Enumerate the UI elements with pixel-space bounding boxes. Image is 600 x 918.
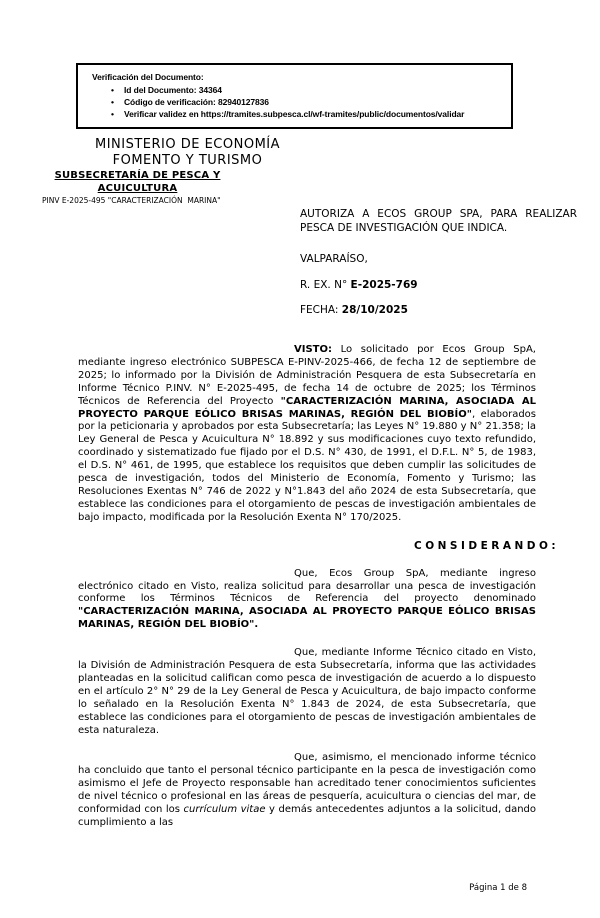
ministry-name-line1: MINISTERIO DE ECONOMÍA [94,137,281,152]
paragraph-1-project-name: "CARACTERIZACIÓN MARINA, ASOCIADA AL PROYECTO PARQUE EÓLICO BRISAS MARINAS, REGIÓN DEL BIOBÍO". [78,606,536,631]
project-reference: PINV E-2025-495 "CARACTERIZACIÓN MARINA" [42,196,221,205]
visto-label: VISTO: [294,344,332,355]
resolution-date-value: 28/10/2025 [341,303,408,316]
visto-text-2: , elaborados por la peticionaria y aprobados por esta Subsecretaría; las Leyes N° 19.880 y N° 21.358; la Ley General de Pesca y Acuicultura N° 18.892 y sus modificaciones cuyo texto refundido, coordinado y sistematizado fue fijado por el D.S. N° 430, de 1991, el D.F.L. N° 5, de 1983, el D.S. N° 461, de 1995, que establece los requisitos que deben cumplir las solicitudes de pesca de investigación, todos del Ministerio de Economía, Fomento y Turismo; las Resoluciones Exentas N° 746 de 2022 y N°1.843 del año 2024 de esta Subsecretaría, que establece las condiciones para el otorgamiento de pescas de investigación ambientales de bajo impacto, modificada por la Resolución Exenta N° 170/2025. [78,408,537,523]
considerando-paragraph-1 [78,568,536,633]
visto-paragraph [78,344,536,525]
verification-box [76,63,513,129]
department-header [40,169,235,195]
ministry-name-line2: FOMENTO Y TURISMO [112,152,263,168]
paragraph-3-curriculum-vitae: currículum vitae [183,804,266,816]
verification-item-url: • Verificar validez en https://tramites.subpesca.cl/wf-tramites/public/documentos/validar [124,108,505,120]
department-name-line1: SUBSECRETARÍA DE PESCA Y [54,170,221,181]
verification-list [92,84,505,120]
considerando-heading: CONSIDERANDO: [414,539,560,552]
resolution-date [300,303,577,317]
resolution-number [300,278,577,292]
department-name-line2: ACUICULTURA [97,183,178,194]
visto-project-name: "CARACTERIZACIÓN MARINA, ASOCIADA AL PROYECTO PARQUE EÓLICO BRISAS MARINAS, REGIÓN DEL BIOBÍO" [78,395,536,420]
resolution-number-label: R. EX. N° [300,278,351,291]
resolution-city: VALPARAÍSO, [300,253,368,266]
paragraph-1-text: Que, Ecos Group SpA, mediante ingreso electrónico citado en Visto, realiza solicitud para desarrollar una pesca de investigación conforme los Términos Técnicos de Referencia del proyecto denominado [78,567,536,605]
resolution-number-value: E-2025-769 [350,278,418,291]
page-number: Página 1 de 8 [469,883,527,893]
verification-item-document-id: • Id del Documento: 34364 [124,84,505,96]
document-body [78,344,560,845]
paragraph-3-text-1: Que, asimismo, el mencionado informe técnico ha concluido que tanto el personal técnico participante en la pesca de investigación como asimismo el Jefe de Proyecto responsable han acreditado tener conocimientos suficientes de nivel técnico o profesional en las áreas de pesquería, acuicultura o ciencias del mar, de conformidad con los [78,752,536,816]
resolution-date-label: FECHA: [300,303,342,316]
verification-title: Verificación del Documento: [92,72,204,82]
ministry-header [40,137,335,168]
visto-text-1: Lo solicitado por Ecos Group SpA, mediante ingreso electrónico SUBPESCA E-PINV-2025-466, de fecha 12 de septiembre de 2025; lo informado por la División de Administración Pesquera de esta Subsecretaría en Informe Técnico P.INV. N° E-2025-495, de fecha 14 de octubre de 2025; los Términos Técnicos de Referencia del Proyecto [78,344,536,407]
considerando-paragraph-2: Que, mediante Informe Técnico citado en Visto, la División de Administración Pesquera de esta Subsecretaría, informa que las actividades planteadas en la solicitud califican como pesca de investigación de acuerdo a lo dispuesto en el artículo 2° N° 29 de la Ley General de Pesca y Acuicultura, de bajo impacto conforme lo señalado en la Resolución Exenta N° 1.843 de 2024, de esta Subsecretaría, que establece las condiciones para el otorgamiento de pescas de investigación ambientales de esta naturaleza. [78,647,536,736]
resolution-header-block [300,207,577,317]
considerando-paragraph-3 [78,752,536,829]
resolution-subject: AUTORIZA A ECOS GROUP SPA, PARA REALIZAR PESCA DE INVESTIGACIÓN QUE INDICA. [300,208,577,235]
verification-item-code: • Código de verificación: 82940127836 [124,96,505,108]
paragraph-3-text-2: y demás antecedentes adjuntos a la solicitud, dando cumplimiento a las [78,804,536,828]
